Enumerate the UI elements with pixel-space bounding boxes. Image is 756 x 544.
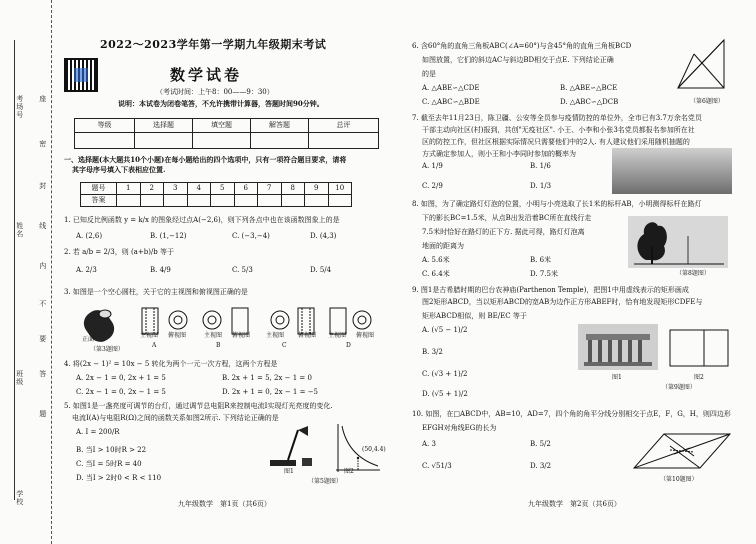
answer-cell[interactable] xyxy=(281,195,305,207)
q6-option-a: A. △ABE∽△CDE xyxy=(422,84,480,92)
q2-option-c: C. 5/3 xyxy=(232,266,253,274)
answer-num: 3 xyxy=(164,183,188,195)
q5-lamp xyxy=(270,426,312,466)
score-cell[interactable] xyxy=(251,133,309,149)
q7-option-c: C. 2/9 xyxy=(422,182,443,190)
q4-option-d: D. 2x + 1 = 0, 2x − 1 = −5 xyxy=(222,388,319,396)
name-label: 姓名 xyxy=(15,222,24,238)
q3-d-top: 俯视图 xyxy=(356,332,375,339)
q5-point-label: (50,4.4) xyxy=(362,446,386,453)
question-1: 1. 已知反比例函数 y = k/x 的图象经过点A(−2,6)，则下列各点中也在该函数图象上的是 xyxy=(64,216,340,224)
q10-option-c: C. √51/3 xyxy=(422,462,452,470)
question-6-cont2: 的是 xyxy=(422,70,436,78)
question-5: 5. 如图1是一盏亮度可调节的台灯，通过调节总电阻R来控制电流I实现灯光亮度的变化. xyxy=(64,402,333,410)
q5-fig1-label: 图1 xyxy=(284,468,294,475)
binding-strip xyxy=(0,0,52,544)
question-8-cont3: 地面的距离为 xyxy=(422,242,464,250)
q1-option-c: C. (−3,−4) xyxy=(232,232,270,240)
q6-option-d: D. △ABC∽△DCB xyxy=(560,98,619,106)
q9-temple-photo xyxy=(578,324,658,370)
section1-heading: 一、选择题(本大题共10个小题)在每小题给出的四个选项中，只有一项符合题目要求，请将 xyxy=(64,155,347,164)
q6-option-b: B. △ABE∽△BCE xyxy=(560,84,618,92)
question-7: 7. 截至去年11月23日，陈卫疆、公安等全员参与疫情防控的单位外，全市已有3.7万余名党员 xyxy=(412,114,702,122)
q5-option-b: B. 当I > 10时R > 22 xyxy=(76,446,147,454)
subject-title: 数学试卷 xyxy=(170,66,243,84)
answer-row-label: 答案 xyxy=(81,195,117,207)
score-table xyxy=(74,118,379,149)
q3-b-top: 俯视图 xyxy=(232,332,251,339)
q4-option-a: A. 2x − 1 = 0, 2x + 1 = 5 xyxy=(76,374,166,382)
q3-front-label: 正面 xyxy=(82,336,95,343)
question-7-cont2: 区的防控工作，但社区根据实际情况只需要他们中的2人. 有人建议他们采用随机抽题的 xyxy=(422,138,690,146)
q5-fig2-label: 图2 xyxy=(344,468,354,475)
q3-option-a-views xyxy=(142,308,187,334)
q5-option-c: C. 当I = 5时R = 40 xyxy=(76,460,142,468)
answer-cell[interactable] xyxy=(258,195,282,207)
question-4: 4. 将(2x − 1)² = 10x − 5 转化为两个一元一次方程，这两个方程是 xyxy=(64,360,278,368)
q2-option-a: A. 2/3 xyxy=(76,266,97,274)
answer-cell[interactable] xyxy=(164,195,188,207)
question-5-cont: 电流I(A)与电阻R(Ω)之间的函数关系如图2所示. 下列结论正确的是 xyxy=(72,414,279,422)
answer-cell[interactable] xyxy=(234,195,258,207)
answer-num: 8 xyxy=(281,183,305,195)
q7-option-d: D. 1/3 xyxy=(530,182,552,190)
seat-label: 座 xyxy=(38,95,47,103)
q9-option-b: B. 3/2 xyxy=(422,348,443,356)
q9-fig-caption: （第9题图） xyxy=(662,384,696,391)
score-header-fill: 填空题 xyxy=(193,119,251,133)
q10-parallelogram-figure xyxy=(630,428,734,474)
answer-num: 7 xyxy=(258,183,282,195)
q6-option-c: C. △ABC∽△BDE xyxy=(422,98,480,106)
exam-time: （考试时间：上午8：00——9：30） xyxy=(156,88,274,96)
seal-char-xian: 线 xyxy=(38,222,47,230)
q2-option-b: B. 4/9 xyxy=(150,266,171,274)
question-10: 10. 如图，在□ABCD中，AB=10，AD=7，四个角的角平分线分别相交于点E，F，G，H，则四边形 xyxy=(412,410,731,418)
answer-num: 1 xyxy=(117,183,141,195)
answer-num: 9 xyxy=(305,183,329,195)
q9-fig1-label: 图1 xyxy=(612,374,622,381)
q7-option-a: A. 1/9 xyxy=(422,162,443,170)
q3-figures xyxy=(80,300,380,348)
q3-option-d-views xyxy=(330,308,371,334)
exam-room-label: 考场号 xyxy=(15,95,24,119)
answer-num: 5 xyxy=(211,183,235,195)
qr-code xyxy=(64,58,98,92)
q6-fig-caption: （第6题图） xyxy=(690,98,724,105)
answer-cell[interactable] xyxy=(117,195,141,207)
q6-triangle-figure xyxy=(672,36,734,98)
q2-option-d: D. 5/4 xyxy=(310,266,332,274)
score-cell[interactable] xyxy=(135,133,193,149)
left-page-footer: 九年级数学 第1页（共6页） xyxy=(178,500,271,508)
q3-label-b: B xyxy=(216,342,221,349)
question-3: 3. 如图是一个空心圆柱，关于它的主视图和俯视图正确的是 xyxy=(64,288,248,296)
answer-cell[interactable] xyxy=(187,195,211,207)
score-header-grade: 等级 xyxy=(75,119,135,133)
section1-heading2: 其字母序号填入下表相应位置. xyxy=(72,165,166,174)
q10-option-b: B. 5/2 xyxy=(530,440,551,448)
school-label: 学校 xyxy=(15,490,24,506)
q3-fig-caption: （第3题图） xyxy=(90,346,124,353)
q3-a-top: 俯视图 xyxy=(168,332,187,339)
q10-option-a: A. 3 xyxy=(422,440,436,448)
q8-option-d: D. 7.5米 xyxy=(530,270,558,278)
answer-row-label: 题号 xyxy=(81,183,117,195)
q3-c-main: 主视图 xyxy=(266,332,285,339)
question-6-cont: 如图放置，它们的斜边AC与斜边BD相交于点E. 下列结论正确 xyxy=(422,56,614,64)
q10-fig-caption: （第10题图） xyxy=(660,476,698,483)
answer-num: 10 xyxy=(328,183,352,195)
q3-option-b-views xyxy=(203,308,248,334)
class-label: 班级 xyxy=(15,370,24,386)
seal-char-da: 答 xyxy=(38,370,47,378)
seal-char-nei: 内 xyxy=(38,262,47,270)
q9-option-d: D. (√5 + 1)/2 xyxy=(422,390,468,398)
answer-num: 2 xyxy=(140,183,164,195)
q7-photo xyxy=(612,148,732,194)
q9-rectangle-figure xyxy=(664,326,734,370)
exam-title: 2022～2023学年第一学期九年级期末考试 xyxy=(100,38,327,51)
q9-option-c: C. (√3 + 1)/2 xyxy=(422,370,468,378)
seal-char-yao: 要 xyxy=(38,335,47,343)
seal-char-feng: 封 xyxy=(38,182,47,190)
question-9: 9. 图1是古希腊时期的巴台农神庙(Parthenon Temple)，把图1中用虚线表示的矩形画成 xyxy=(412,286,689,294)
seal-char-mi: 密 xyxy=(38,140,47,148)
q3-b-main: 主视图 xyxy=(204,332,223,339)
q5-fig-caption: （第5题图） xyxy=(308,478,342,485)
question-8-cont: 下的影长BC=1.5米，从点B出发沿着BC所在直线行走 xyxy=(422,214,592,222)
answer-num: 6 xyxy=(234,183,258,195)
answer-cell[interactable] xyxy=(211,195,235,207)
q1-option-a: A. (2,6) xyxy=(76,232,103,240)
question-7-cont3: 方式确定参加人，则小王和小李同时参加的概率为 xyxy=(422,150,576,158)
q3-a-main: 主视图 xyxy=(140,332,159,339)
answer-num: 4 xyxy=(187,183,211,195)
q5-option-d: D. 当I > 2时0 < R < 110 xyxy=(76,474,162,482)
q5-option-a: A. I = 200/R xyxy=(76,428,120,436)
q1-option-d: D. (4,3) xyxy=(310,232,337,240)
q10-option-d: D. 3/2 xyxy=(530,462,552,470)
score-header-total: 总评 xyxy=(309,119,379,133)
score-cell[interactable] xyxy=(75,133,135,149)
question-2: 2. 若 a/b = 2/3，则 (a+b)/b 等于 xyxy=(64,248,174,256)
score-cell[interactable] xyxy=(309,133,379,149)
question-6: 6. 含60°角的直角三角板ABC(∠A=60°)与含45°角的直角三角板BCD xyxy=(412,42,632,50)
q9-option-a: A. (√5 − 1)/2 xyxy=(422,326,468,334)
q3-label-a: A xyxy=(152,342,157,349)
q3-c-top: 俯视图 xyxy=(298,332,317,339)
q8-option-b: B. 6米 xyxy=(530,256,552,264)
q3-label-d: D xyxy=(346,342,351,349)
q3-label-c: C xyxy=(282,342,287,349)
seal-char-ti: 题 xyxy=(38,410,47,418)
exam-note: 说明：本试卷为闭卷笔答，不允许携带计算器，答题时间90分钟。 xyxy=(118,99,324,108)
q1-option-b: B. (1,−12) xyxy=(150,232,187,240)
answer-cell[interactable] xyxy=(328,195,352,207)
right-page-footer: 九年级数学 第2页（共6页） xyxy=(528,500,621,508)
answer-cell[interactable] xyxy=(140,195,164,207)
q8-option-a: A. 5.6米 xyxy=(422,256,450,264)
q4-option-b: B. 2x + 1 = 5, 2x − 1 = 0 xyxy=(222,374,312,382)
answer-cell[interactable] xyxy=(305,195,329,207)
question-8: 8. 如图，为了确定路灯灯泡的位置，小明与小亮选取了长1米的标杆AB，小明测得标杆在路灯 xyxy=(412,200,702,208)
q3-d-main: 主视图 xyxy=(328,332,347,339)
question-8-cont2: 7.5米时恰好在路灯的正下方. 据此可得，路灯灯泡离 xyxy=(422,228,585,236)
q8-fig-caption: （第8题图） xyxy=(676,270,710,277)
score-header-choice: 选择题 xyxy=(135,119,193,133)
score-header-solve: 解答题 xyxy=(251,119,309,133)
q9-fig2-label: 图2 xyxy=(694,374,704,381)
q4-option-c: C. 2x − 1 = 0, 2x − 1 = 5 xyxy=(76,388,166,396)
q8-streetlight-figure xyxy=(628,216,728,268)
q3-option-c-views xyxy=(271,308,314,334)
q8-option-c: C. 6.4米 xyxy=(422,270,450,278)
question-7-cont: 干部主动向社区(村)报到，共创"无疫社区". 小王、小李和小张3名党员都报名参加所在社 xyxy=(422,126,695,134)
question-9-cont2: 矩形ABCD相似，则 BE/EC 等于 xyxy=(422,312,527,320)
score-cell[interactable] xyxy=(193,133,251,149)
answer-table xyxy=(80,182,352,207)
q7-option-b: B. 1/6 xyxy=(530,162,551,170)
seal-char-bu: 不 xyxy=(38,300,47,308)
question-9-cont: 图2矩形ABCD，当以矩形ABCD的宽AB为边作正方形ABEF时，恰有地发现矩形CDFE与 xyxy=(422,298,703,306)
question-10-cont: EFGH对角线EG的长为 xyxy=(422,424,497,432)
